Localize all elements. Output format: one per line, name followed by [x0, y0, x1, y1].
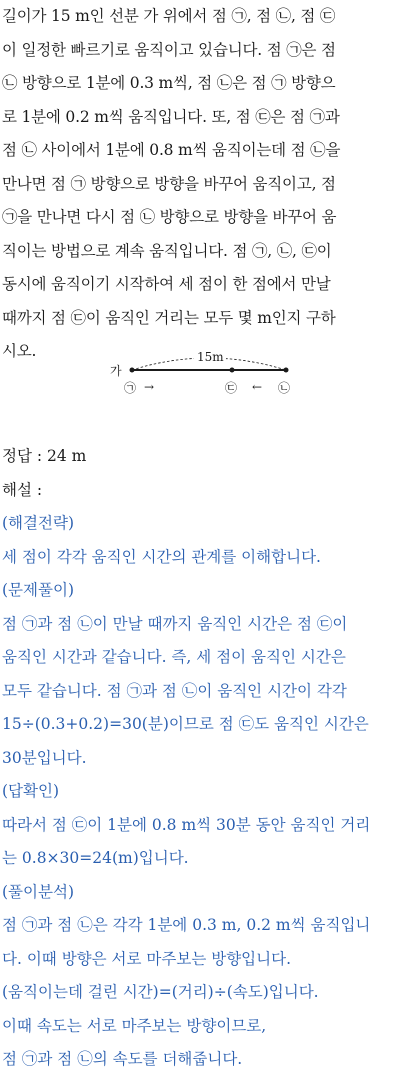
solution-line: (문제풀이): [2, 581, 74, 599]
arrow-right-icon: →: [144, 380, 155, 394]
solution-line: 이때 속도는 서로 마주보는 방향이므로,: [2, 1016, 267, 1035]
solution-line: 움직인 시간과 같습니다. 즉, 세 점이 움직인 시간은: [2, 648, 346, 666]
solution-line: (풀이분석): [2, 882, 74, 901]
answer-line: 정답 : 24 m: [2, 447, 87, 465]
solution-line: 다. 이때 방향은 서로 마주보는 방향입니다.: [2, 949, 292, 968]
point-b-dot: [284, 368, 289, 373]
problem-text: [2, 0, 398, 369]
point-a-dot: [130, 368, 135, 373]
problem-line: ㉡ 방향으로 1분에 0.3 m씩, 점 ㉡은 점 ㉠ 방향으: [2, 74, 336, 92]
solution-line: (해결전략): [2, 514, 74, 532]
segment-diagram: [110, 348, 300, 400]
point-c-dot: [230, 368, 235, 373]
problem-line: 동시에 움직이기 시작하여 세 점이 한 점에서 만날: [2, 275, 331, 293]
explanation-heading: 해설 :: [2, 480, 43, 499]
solution-line: 점 ㉠과 점 ㉡의 속도를 더해줍니다.: [2, 1050, 243, 1068]
solution-line: 15÷(0.3+0.2)=30(분)이므로 점 ㉢도 움직인 시간은: [2, 715, 369, 733]
problem-line: ㉠을 만나면 다시 점 ㉡ 방향으로 방향을 바꾸어 움: [2, 208, 337, 226]
answer-section: [2, 440, 398, 1077]
problem-line: 길이가 15 m인 선분 가 위에서 점 ㉠, 점 ㉡, 점 ㉢: [2, 7, 336, 25]
solution-line: 따라서 점 ㉢이 1분에 0.8 m씩 30분 동안 움직인 거리: [2, 815, 371, 834]
solution-line: (답확인): [2, 782, 60, 800]
problem-line: 직이는 방법으로 계속 움직입니다. 점 ㉠, ㉡, ㉢이: [2, 241, 332, 260]
problem-line: 이 일정한 빠르기로 움직이고 있습니다. 점 ㉠은 점: [2, 40, 336, 59]
segment-name-label: 가: [110, 364, 122, 378]
problem-line: 때까지 점 ㉢이 움직인 거리는 모두 몇 m인지 구하: [2, 308, 336, 327]
problem-line: 로 1분에 0.2 m씩 움직입니다. 또, 점 ㉢은 점 ㉠과: [2, 107, 340, 126]
arrow-left-icon: ←: [252, 380, 263, 394]
solution-line: 는 0.8×30=24(m)입니다.: [2, 849, 189, 867]
solution-line: 점 ㉠과 점 ㉡이 만날 때까지 움직인 시간은 점 ㉢이: [2, 614, 348, 633]
problem-line: 점 ㉡ 사이에서 1분에 0.8 m씩 움직이는데 점 ㉡을: [2, 141, 341, 159]
problem-line: 시오.: [2, 342, 37, 360]
solution-line: 30분입니다.: [2, 748, 87, 767]
solution-line: (움직이는데 걸린 시간)=(거리)÷(속도)입니다.: [2, 983, 319, 1001]
point-c-label: ㉢: [225, 381, 238, 395]
problem-line: 만나면 점 ㉠ 방향으로 방향을 바꾸어 움직이고, 점: [2, 174, 336, 193]
solution-line: 모두 같습니다. 점 ㉠과 점 ㉡이 움직인 시간이 각각: [2, 681, 347, 700]
solution-line: 점 ㉠과 점 ㉡은 각각 1분에 0.3 m, 0.2 m씩 움직입니: [2, 916, 371, 934]
length-label: 15m: [197, 350, 224, 364]
point-b-label: ㉡: [278, 381, 291, 395]
solution-line: 세 점이 각각 움직인 시간의 관계를 이해합니다.: [2, 547, 321, 566]
point-a-label: ㉠: [124, 381, 137, 395]
